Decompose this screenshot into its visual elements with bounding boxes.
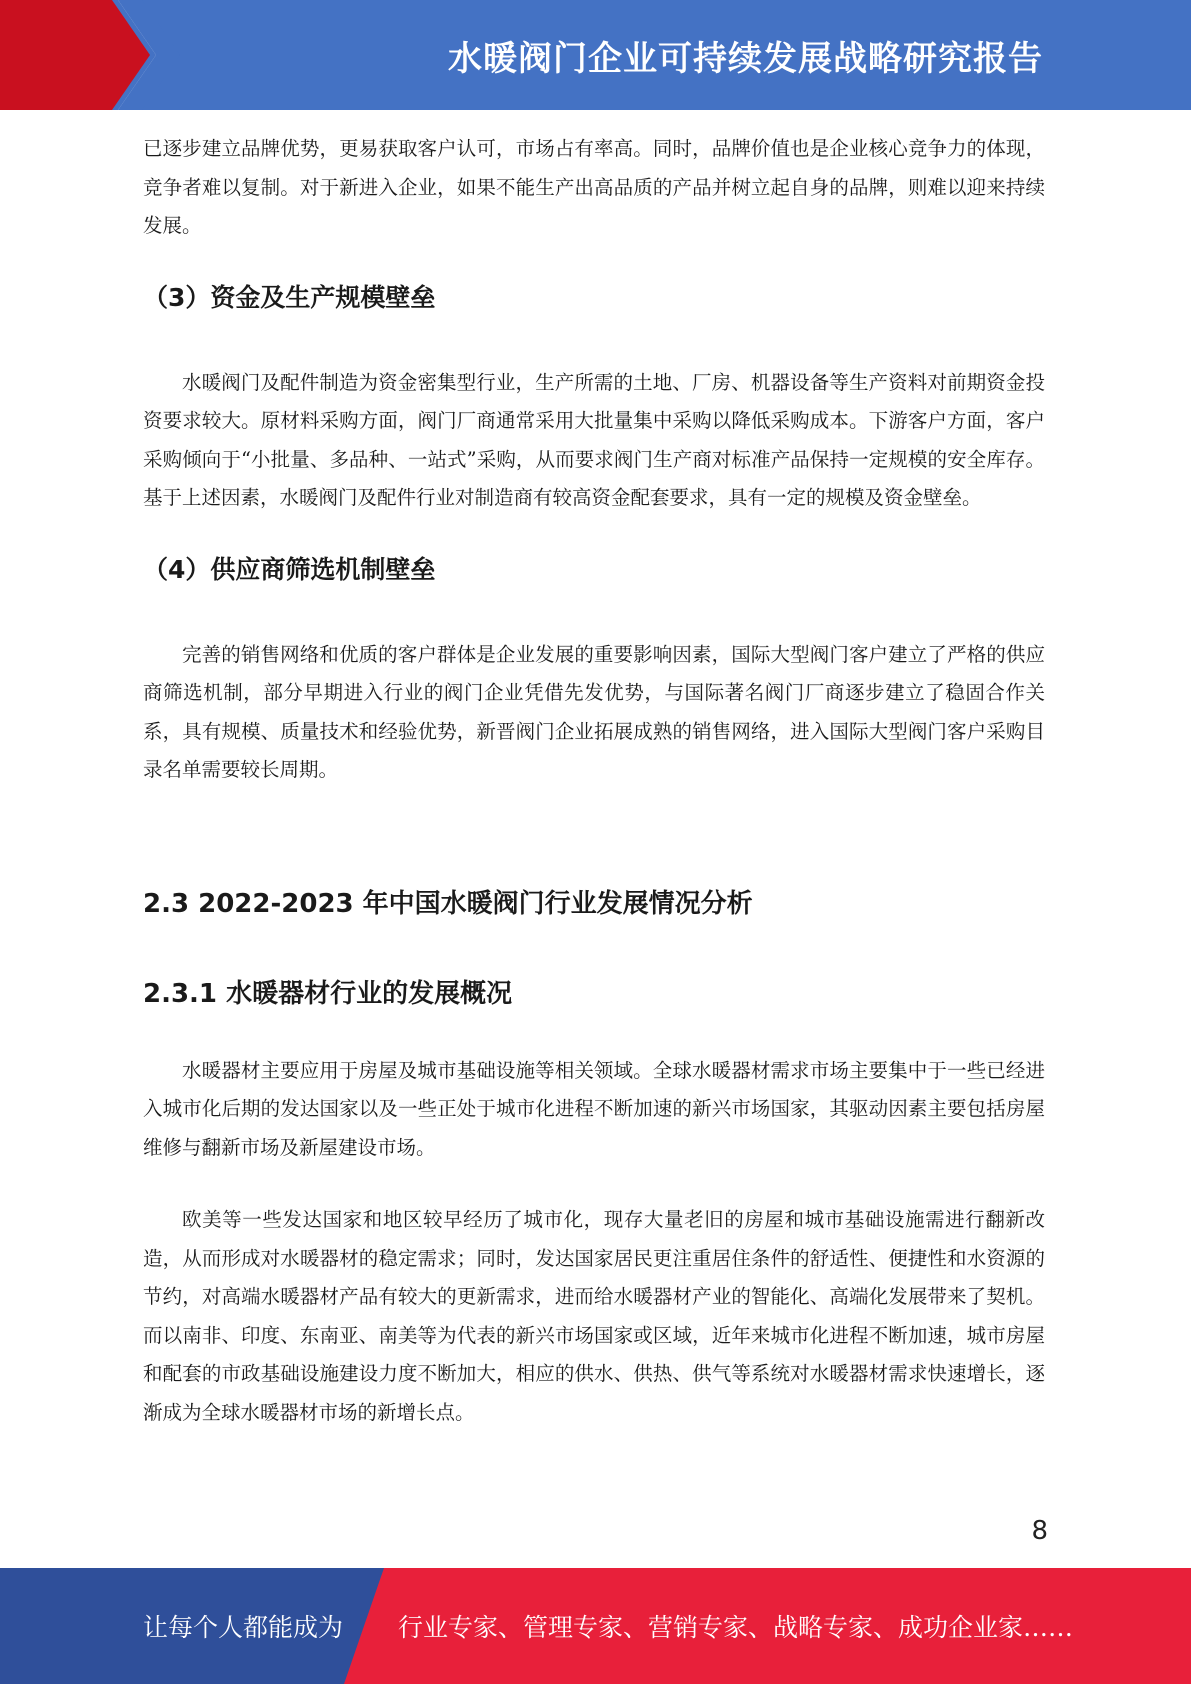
paragraph-developed-markets: 欧美等一些发达国家和地区较早经历了城市化，现存大量老旧的房屋和城市基础设施需进行翻新改造，从而形成对水暖器材的稳定需求；同时，发达国家居民更注重居住条件的舒适性、便捷性和水资源的节约，对高端水暖器材产品有较大的更新需求，进而给水暖器材产业的智能化、高端化发展带来了契机。而以南非、印度、东南亚、南美等为代表的新兴市场国家或区域，近年来城市化进程不断加速，城市房屋和配套的市政基础设施建设力度不断加大，相应的供水、供热、供气等系统对水暖器材需求快速增长，逐渐成为全球水暖器材市场的新增长点。 — [143, 1208, 1045, 1424]
page-footer-banner — [0, 1568, 1191, 1684]
page-number: 8 — [1031, 1516, 1048, 1546]
footer-slogan-right: 行业专家、管理专家、营销专家、战略专家、成功企业家…… — [398, 1613, 1074, 1642]
page-body — [143, 130, 1045, 1432]
heading-capital-barrier: （3）资金及生产规模壁垒 — [143, 282, 436, 312]
heading-supplier-barrier: （4）供应商筛选机制壁垒 — [143, 554, 436, 584]
paragraph-capital: 水暖阀门及配件制造为资金密集型行业，生产所需的土地、厂房、机器设备等生产资料对前期资金投资要求较大。原材料采购方面，阀门厂商通常采用大批量集中采购以降低采购成本。下游客户方面，客户采购倾向于“小批量、多品种、一站式”采购，从而要求阀门生产商对标准产品保持一定规模的安全库存。基于上述因素，水暖阀门及配件行业对制造商有较高资金配套要求，具有一定的规模及资金壁垒。 — [143, 370, 1045, 509]
report-title: 水暖阀门企业可持续发展战略研究报告 — [448, 38, 1043, 79]
page-header-banner — [0, 0, 1191, 110]
heading-section-2-3: 2.3 2022-2023 年中国水暖阀门行业发展情况分析 — [143, 888, 753, 919]
header-arrow-decoration — [0, 0, 200, 110]
paragraph-plumbing-overview: 水暖器材主要应用于房屋及城市基础设施等相关领域。全球水暖器材需求市场主要集中于一些已经进入城市化后期的发达国家以及一些正处于城市化进程不断加速的新兴市场国家，其驱动因素主要包括房屋维修与翻新市场及新屋建设市场。 — [143, 1058, 1045, 1159]
paragraph-supplier: 完善的销售网络和优质的客户群体是企业发展的重要影响因素，国际大型阀门客户建立了严格的供应商筛选机制，部分早期进入行业的阀门企业凭借先发优势，与国际著名阀门厂商逐步建立了稳固合作关系，具有规模、质量技术和经验优势，新晋阀门企业拓展成熟的销售网络，进入国际大型阀门客户采购目录名单需要较长周期。 — [143, 642, 1045, 781]
footer-slogan-left: 让每个人都能成为 — [143, 1613, 344, 1642]
heading-section-2-3-1: 2.3.1 水暖器材行业的发展概况 — [143, 978, 513, 1009]
paragraph-brand: 已逐步建立品牌优势，更易获取客户认可，市场占有率高。同时，品牌价值也是企业核心竞争力的体现，竞争者难以复制。对于新进入企业，如果不能生产出高品质的产品并树立起自身的品牌，则难以迎来持续发展。 — [143, 137, 1045, 237]
